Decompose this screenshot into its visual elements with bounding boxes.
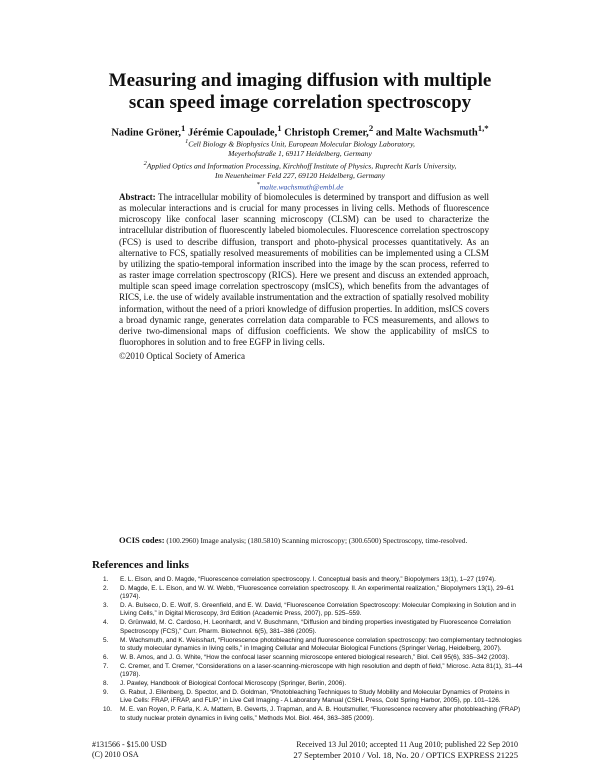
footer-left (92, 740, 167, 760)
reference-number: 6. (103, 653, 109, 661)
reference-text: D. A. Bulseco, D. E. Wolf, S. Greenfield, and E. W. David, “Fluorescence Correlation Spectroscopy: Molecular Complexing in Solution and in Living Cells,” in Digital Microscopy, 3rd Edition (Academic Press, 2007), pp. 525–559. (120, 602, 516, 618)
reference-text: J. Pawley, Handbook of Biological Confocal Microscopy (Springer, Berlin, 2006). (120, 680, 347, 688)
reference-item (103, 680, 523, 688)
reference-list (103, 576, 523, 724)
reference-text: E. L. Elson, and D. Magde, “Fluorescence correlation spectroscopy. I. Conceptual basis and theory,” Biopolymers 13(1), 1–27 (1974). (120, 576, 496, 583)
affiliation-mark: 2 (143, 159, 147, 167)
author-name: Christoph Cremer, (284, 127, 369, 139)
reference-item (103, 576, 523, 584)
footer-price: #131566 - $15.00 USD (92, 740, 167, 749)
abstract (119, 192, 489, 362)
reference-text: C. Cremer, and T. Cremer, “Considerations on a laser-scanning-microscope with high resolution and depth of field,” Microsc. Acta 81(1), 31–44 (1978). (120, 662, 523, 679)
reference-item (103, 619, 523, 635)
corresponding-email-line (90, 180, 510, 192)
footer-journal-reference: 27 September 2010 / Vol. 18, No. 20 / OPTICS EXPRESS 21225 (293, 750, 518, 760)
reference-number: 3. (103, 602, 109, 610)
reference-text: D. Grünwald, M. C. Cardoso, H. Leonhardt, and V. Buschmann, “Diffusion and binding properties investigated by Fluorescence Correlation Spectroscopy (FCS),” Curr. Pharm. Biotechnol. 6(5), 381–386 (2005). (120, 619, 511, 635)
reference-number: 10. (103, 706, 112, 714)
reference-number: 9. (103, 689, 109, 697)
reference-number: 4. (103, 619, 109, 627)
paper-title: Measuring and imaging diffusion with multiple scan speed image correlation spectroscopy (108, 70, 492, 113)
reference-item (103, 602, 523, 618)
footer-copyright: (C) 2010 OSA (92, 750, 139, 759)
reference-item (103, 689, 523, 705)
affiliation-1-line1 (90, 137, 510, 149)
reference-number: 8. (103, 680, 109, 688)
copyright-line: ©2010 Optical Society of America (119, 351, 245, 362)
reference-text: G. Rabut, J. Ellenberg, D. Spector, and D. Goldman, “Photobleaching Techniques to Study Mobility and Molecular Dynamics of Proteins in Live Cells: FRAP, iFRAP, and FLIP,” in Live Cell Imaging - A Laboratory Manual (CSHL Press, Cold Spring Harbor, 2005), pp. 101–126. (120, 689, 510, 705)
reference-text: D. Magde, E. L. Elson, and W. W. Webb, “Fluorescence correlation spectroscopy. II. An experimental realization,” Biopolymers 13(1), 29–61 (1974). (120, 585, 515, 601)
footer-right (293, 740, 518, 760)
affiliation-2-line1 (90, 159, 510, 171)
reference-text: W. B. Amos, and J. G. White, “How the confocal laser scanning microscope entered biological research,” Biol. Cell 95(6), 335–342 (2003). (120, 653, 510, 661)
reference-number: 1. (103, 576, 109, 583)
references-heading: References and links (92, 559, 189, 571)
author-affiliation-mark: 2 (368, 123, 374, 133)
reference-item (103, 663, 523, 679)
author-name: Jérémie Capoulade, (187, 127, 278, 139)
ocis-text: (100.2960) Image analysis; (180.5810) Scanning microscopy; (300.6500) Spectroscopy, time-resolved. (166, 536, 468, 545)
reference-item (103, 654, 523, 662)
reference-number: 7. (103, 662, 109, 670)
abstract-label: Abstract: (119, 192, 156, 202)
email-mark: * (256, 181, 260, 189)
author-affiliation-mark: 1 (180, 123, 186, 133)
reference-item (103, 706, 523, 722)
affiliation-mark: 1 (185, 138, 189, 145)
ocis-label: OCIS codes: (119, 535, 165, 545)
ocis-codes (119, 536, 489, 545)
affiliation-text: Applied Optics and Information Processing, Kirchhoff Institute of Physics, Ruprecht Karls University, (146, 161, 457, 171)
footer-dates: Received 13 Jul 2010; accepted 11 Aug 2010; published 22 Sep 2010 (296, 740, 518, 749)
author-name: Nadine Gröner, (111, 127, 181, 139)
affiliations (90, 137, 510, 193)
author-affiliation-mark: 1 (277, 123, 282, 133)
reference-number: 2. (103, 585, 109, 593)
reference-text: M. E. van Royen, P. Farla, K. A. Mattern, B. Geverts, J. Trapman, and A. B. Houtsmuller, “Fluorescence recovery after photobleaching (FRAP) to study nuclear protein dynamics in living cells,” Methods Mol. Biol. 464, 363–385 (2009). (120, 706, 521, 722)
affiliation-2-line2: Im Neuenheimer Feld 227, 69120 Heidelberg, Germany (214, 170, 386, 180)
affiliation-1-line2: Meyerhofstraße 1, 69117 Heidelberg, Germany (228, 149, 372, 159)
reference-text: M. Wachsmuth, and K. Weisshart, “Fluorescence photobleaching and fluorescence correlation spectroscopy: two complementary technologies to study molecular dynamics in living cells,” in Imaging Cellular and Molecular Biological Functions (Springer Verlag, Heidelberg, 2007). (120, 636, 522, 652)
author-name: and Malte Wachsmuth (375, 127, 478, 139)
abstract-text: The intracellular mobility of biomolecules is determined by transport and diffusion as well as molecular interactions and is crucial for many processes in living cells. Methods of fluorescence microscopy like confocal laser scanning microscopy (CLSM) can be used to characterize the intracellular distribution of fluorescently labeled biomolecules. Fluorescence correlation spectroscopy (FCS) is used to describe diffusion, transport and photo-physical processes quantitatively. As an alternative to FCS, spatially resolved measurements of mobilities can be implemented using a CLSM by utilizing the spatio-temporal information inscribed into the image by the scan process, referred to as raster image correlation spectroscopy (RICS). Here we present and discuss an extended approach, multiple scan speed image correlation spectroscopy (msICS), which benefits from the advantages of RICS, i.e. the use of widely available instrumentation and the extraction of spatially resolved mobility information, without the need of a priori knowledge of diffusion properties. In addition, msICS covers a broad dynamic range, generates correlation data comparable to FCS measurements, and allows to derive two-dimensional maps of diffusion coefficients. We show the applicability of msICS to fluorophores in solution and to free EGFP in living cells. (119, 192, 489, 348)
reference-item (103, 637, 523, 653)
corresponding-email-link[interactable]: malte.wachsmuth@embl.de (259, 182, 344, 192)
affiliation-text: Cell Biology & Biophysics Unit, European Molecular Biology Laboratory, (188, 139, 415, 149)
author-affiliation-mark: 1,* (477, 123, 489, 133)
reference-item (103, 585, 523, 601)
reference-number: 5. (103, 636, 109, 644)
